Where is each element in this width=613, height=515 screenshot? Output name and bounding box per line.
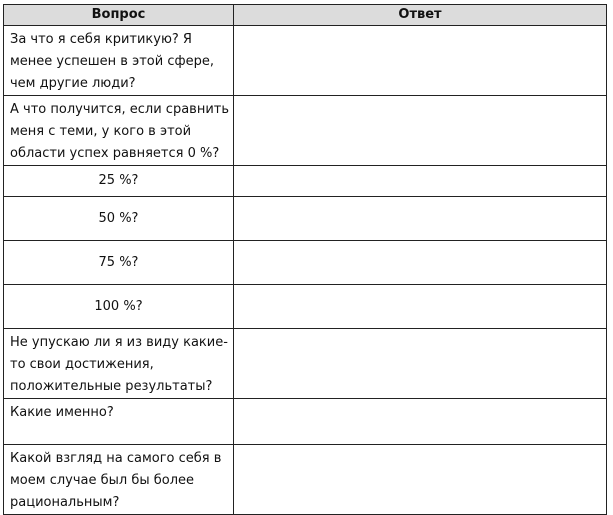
question-cell: 50 %?	[4, 197, 234, 241]
table-row	[4, 96, 607, 166]
answer-cell[interactable]	[234, 197, 607, 241]
table-row	[4, 26, 607, 96]
answer-cell[interactable]	[234, 96, 607, 166]
table-row	[4, 329, 607, 399]
answer-cell[interactable]	[234, 285, 607, 329]
question-cell: 100 %?	[4, 285, 234, 329]
table-row	[4, 285, 607, 329]
answer-cell[interactable]	[234, 241, 607, 285]
table-row	[4, 445, 607, 515]
answer-cell[interactable]	[234, 329, 607, 399]
answer-cell[interactable]	[234, 399, 607, 445]
table-row	[4, 241, 607, 285]
question-cell: Какой взгляд на самого себя в моем случае был бы более рациональным?	[4, 445, 234, 515]
worksheet	[3, 4, 606, 515]
table-row	[4, 166, 607, 197]
question-cell: 75 %?	[4, 241, 234, 285]
header-question: Вопрос	[4, 5, 234, 26]
question-cell: Не упускаю ли я из виду какие-то свои достижения, положительные результаты?	[4, 329, 234, 399]
question-cell: Какие именно?	[4, 399, 234, 445]
answer-cell[interactable]	[234, 26, 607, 96]
table-row	[4, 197, 607, 241]
table-row	[4, 399, 607, 445]
question-cell: 25 %?	[4, 166, 234, 197]
header-answer: Ответ	[234, 5, 607, 26]
question-cell: А что получится, если сравнить меня с теми, у кого в этой области успех равняется 0 %?	[4, 96, 234, 166]
answer-cell[interactable]	[234, 166, 607, 197]
answer-cell[interactable]	[234, 445, 607, 515]
question-answer-table	[3, 4, 607, 515]
header-row	[4, 5, 607, 26]
question-cell: За что я себя критикую? Я менее успешен в этой сфере, чем другие люди?	[4, 26, 234, 96]
